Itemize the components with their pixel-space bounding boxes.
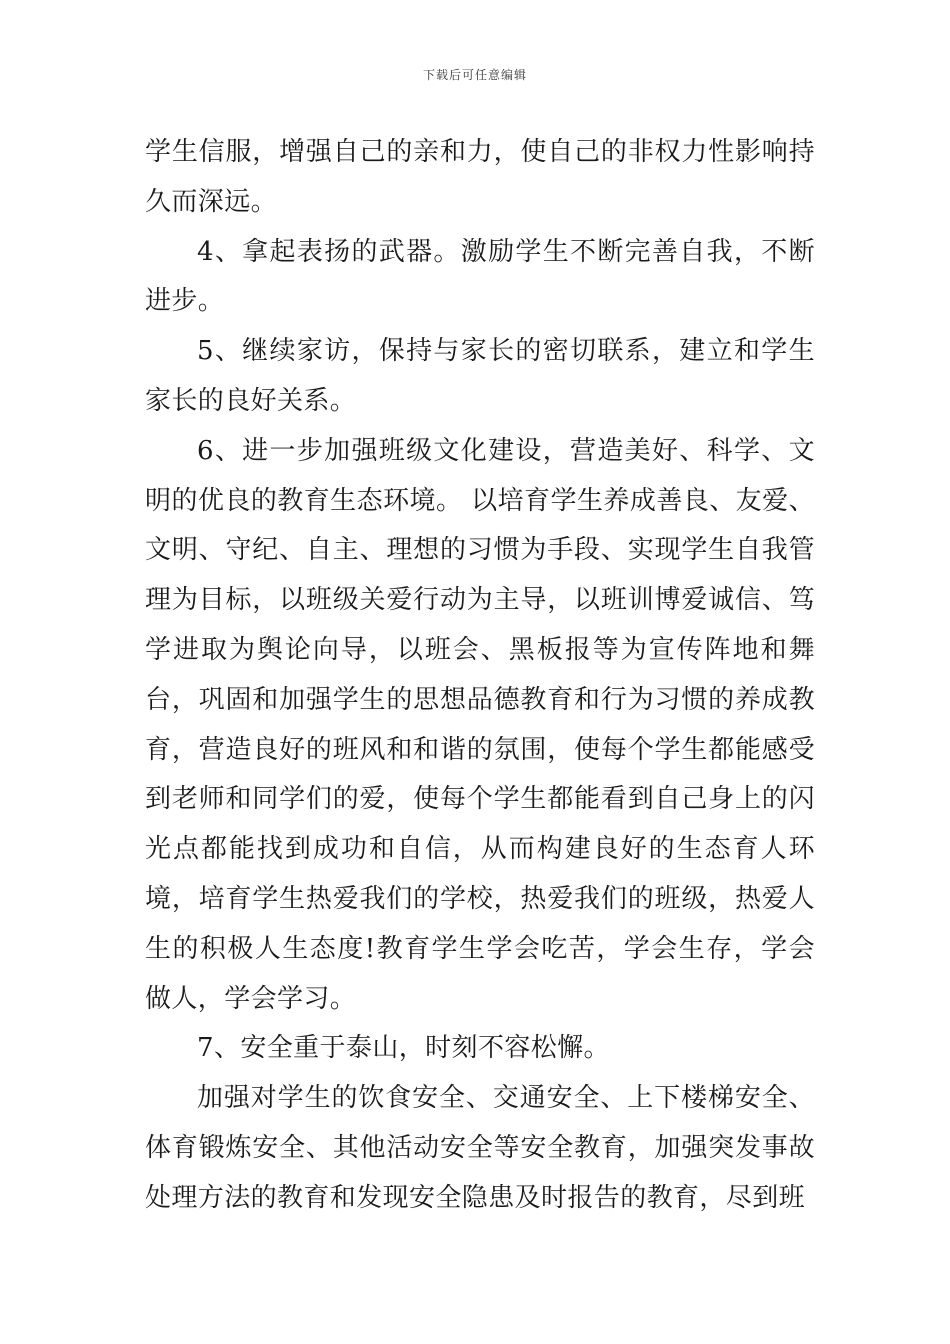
paragraph-item-4: 4、拿起表扬的武器。激励学生不断完善自我，不断进步。 xyxy=(145,236,815,317)
document-body xyxy=(145,128,815,1224)
page-header: 下载后可任意编辑 xyxy=(422,68,527,82)
paragraph-item-5: 5、继续家访，保持与家长的密切联系，建立和学生家长的良好关系。 xyxy=(145,336,815,416)
paragraph-item-7: 7、安全重于泰山，时刻不容松懈。 xyxy=(197,1033,610,1064)
paragraph-continuation: 学生信服，增强自己的亲和力，使自己的非权力性影响持久而深远。 xyxy=(145,137,815,217)
paragraph-safety-education: 加强对学生的饮食安全、交通安全、上下楼梯安全、体育锻炼安全、其他活动安全等安全教育，加强突发事故处理方法的教育和发现安全隐患及时报告的教育，尽到班 xyxy=(145,1083,815,1213)
paragraph-item-6: 6、进一步加强班级文化建设，营造美好、科学、文明的优良的教育生态环境。 以培育学生养成善良、友爱、文明、守纪、自主、理想的习惯为手段、实现学生自我管理为目标，以班级关爱行动为主导，以班训博爱诚信、笃学进取为舆论向导，以班会、黑板报等为宣传阵地和舞台，巩固和加强学生的思想品德教育和行为习惯的养成教育，营造良好的班风和和谐的氛围，使每个学生都能感受到老师和同学们的爱，使每个学生都能看到自己身上的闪光点都能找到成功和自信，从而构建良好的生态育人环境，培育学生热爱我们的学校，热爱我们的班级，热爱人生的积极人生态度!教育学生学会吃苦，学会生存，学会做人，学会学习。 xyxy=(145,435,815,1014)
